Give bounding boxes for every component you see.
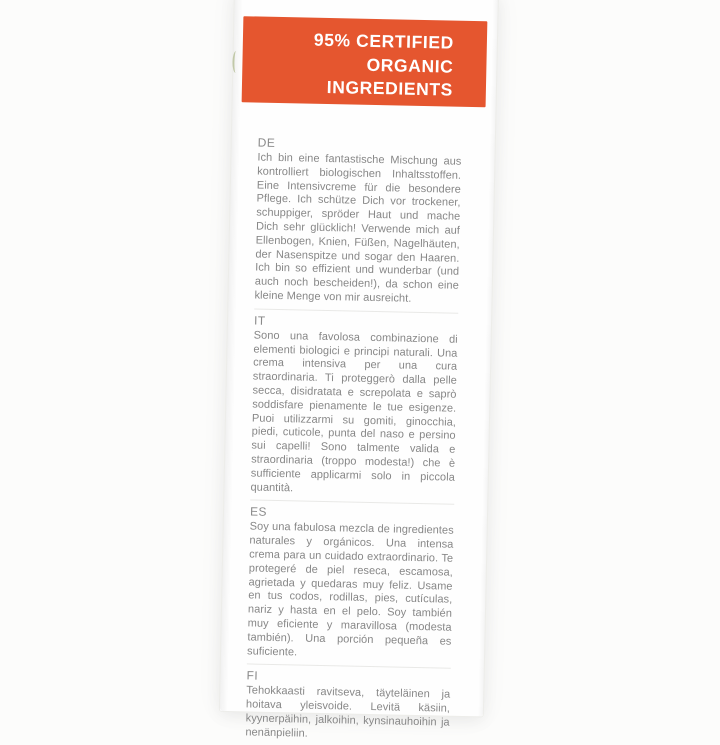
description-text-fi: Tehokkaasti ravitseva, täyteläinen ja hoitava yleisvoide. Levitä käsiin, kyynerpäihin, jalkoihin, kynsinauhoihin ja nenänpieliin.: [245, 684, 451, 740]
language-code-de: DE: [257, 135, 276, 150]
product-box-back-panel: [219, 0, 499, 740]
section-es: [247, 500, 454, 663]
description-text-de: Ich bin eine fantastische Mischung aus kontrolliert biologischen Inhaltsstoffen. Eine Intensivcreme für die besondere Pflege. Ich schütze Dich vor trockener, schuppiger, spröder Haut und mache Dich sehr glücklich! Verwende mich auf Ellenbogen, Knien, Füßen, Nagelhäuten, der Nasenspitze und sogar den Haaren. Ich bin so effizient und wunderbar (und auch noch bescheiden!), da schon eine kleine Menge von mir ausreicht.: [254, 151, 462, 305]
banner-line-3: INGREDIENTS: [326, 76, 454, 100]
box-edge-print-sliver: [232, 51, 239, 73]
section-de: [254, 136, 461, 308]
certified-organic-banner: [242, 16, 488, 107]
section-it: [250, 308, 458, 499]
language-code-es: ES: [249, 504, 267, 520]
banner-line-1: 95% CERTIFIED: [313, 29, 455, 53]
banner-line-2: ORGANIC: [366, 54, 454, 77]
description-text-es: Soy una fabulosa mezcla de ingredientes naturales y orgánicos. Una intensa crema para un cuidado extraordinario. Te protegeré de piel reseca, escamosa, agrietada y quedaras muy feliz. Usame en tus codos, rodillas, pies, cutículas, nariz y hasta en el pelo. Soy también muy eficiente y maravillosa (modesta también). Una porción pequeña es suficiente.: [246, 520, 454, 658]
section-fi: [245, 664, 451, 744]
language-code-it: IT: [253, 313, 266, 328]
language-code-fi: FI: [246, 668, 259, 683]
multilingual-description: [245, 136, 462, 745]
description-text-it: Sono una favolosa combinazione di elementi biologici e principi naturali. Una crema intensiva per una cura straordinaria. Ti proteggerò dalla pelle secca, disidratata e screpolata e saprò soddisfare pienamente le tue esigenze. Puoi utilizzarmi su gomiti, ginocchia, piedi, cuticole, punta del naso e persino sui capelli! Sono talmente valida e straordinaria (troppo modesta!) che è sufficiente applicarmi solo in piccola quantità.: [250, 329, 458, 494]
